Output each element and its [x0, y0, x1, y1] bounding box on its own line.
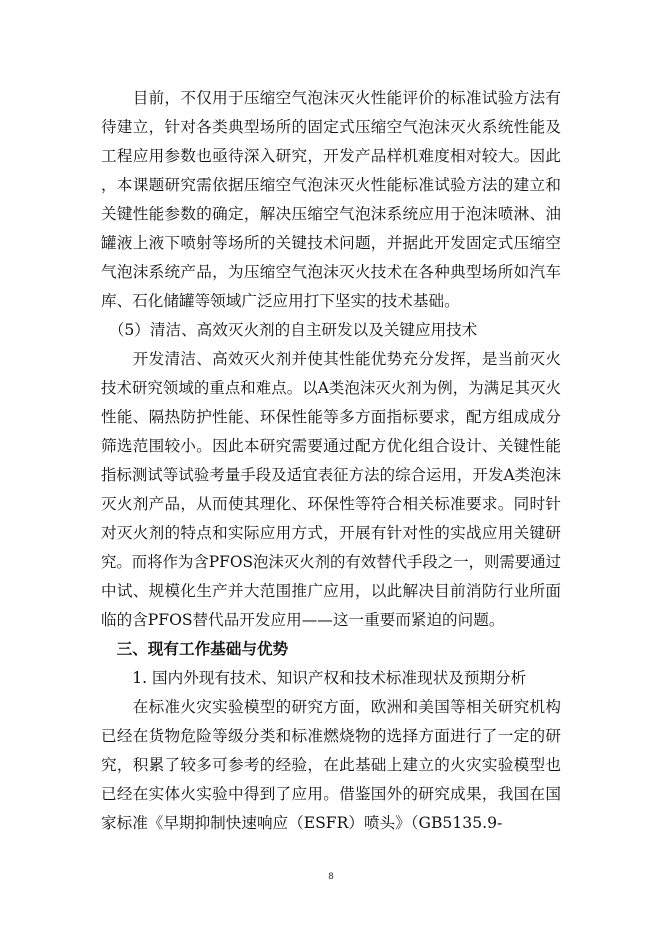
text-line: 灭火剂产品，从而使其理化、环保性等符合相关标准要求。同时针	[101, 495, 561, 513]
text-line: 库、石化储罐等领域广泛应用打下坚实的技术基础。	[101, 292, 460, 310]
text-line: 家标准《早期抑制快速响应（ESFR）喷头》（GB5135.9-	[101, 814, 503, 832]
text-line: 待建立，针对各类典型场所的固定式压缩空气泡沫灭火系统性能及	[101, 118, 561, 136]
text-line: 指标测试等试验考量手段及适宜表征方法的综合运用，开发A类泡沫	[101, 466, 561, 484]
text-line: 究。而将作为含PFOS泡沫灭火剂的有效替代手段之一，则需要通过	[101, 553, 561, 571]
text-line: 究，积累了较多可参考的经验，在此基础上建立的火灾实验模型也	[101, 756, 561, 774]
subsection-heading: （5）清洁、高效灭火剂的自主研发以及关键应用技术	[101, 321, 478, 339]
text-line: 开发清洁、高效灭火剂并使其性能优势充分发挥，是当前灭火	[101, 350, 561, 368]
text-line: 目前，不仅用于压缩空气泡沫灭火性能评价的标准试验方法有	[101, 89, 561, 107]
page-number: 8	[328, 872, 334, 882]
text-line: 气泡沫系统产品，为压缩空气泡沫灭火技术在各种典型场所如汽车	[101, 263, 561, 281]
text-line: 对灭火剂的特点和实际应用方式，开展有针对性的实战应用关键研	[101, 524, 561, 542]
text-line: 技术研究领域的重点和难点。以A类泡沫灭火剂为例，为满足其灭火	[101, 379, 561, 397]
text-line: 中试、规模化生产并大范围推广应用，以此解决目前消防行业所面	[101, 582, 561, 600]
text-line: 性能、隔热防护性能、环保性能等多方面指标要求，配方组成成分	[101, 408, 561, 426]
text-line: 在标准火灾实验模型的研究方面，欧洲和美国等相关研究机构	[101, 698, 561, 716]
text-line: 已经在实体火实验中得到了应用。借鉴国外的研究成果，我国在国	[101, 785, 561, 803]
text-line: ，本课题研究需依据压缩空气泡沫灭火性能标准试验方法的建立和	[101, 176, 561, 194]
text-line: 关键性能参数的确定，解决压缩空气泡沫系统应用于泡沫喷淋、油	[101, 205, 561, 223]
text-line: 筛选范围较小。因此本研究需要通过配方优化组合设计、关键性能	[101, 437, 561, 455]
text-line: 工程应用参数也亟待深入研究，开发产品样机难度相对较大。因此	[101, 147, 561, 165]
text-line: 罐液上液下喷射等场所的关键技术问题，并据此开发固定式压缩空	[101, 234, 561, 252]
text-line: 已经在货物危险等级分类和标准燃烧物的选择方面进行了一定的研	[101, 727, 561, 745]
text-line: 临的含PFOS替代品开发应用——这一重要而紧迫的问题。	[101, 611, 505, 629]
subsection-heading: 1. 国内外现有技术、知识产权和技术标准现状及预期分析	[101, 669, 527, 687]
section-heading: 三、现有工作基础与优势	[101, 639, 289, 658]
